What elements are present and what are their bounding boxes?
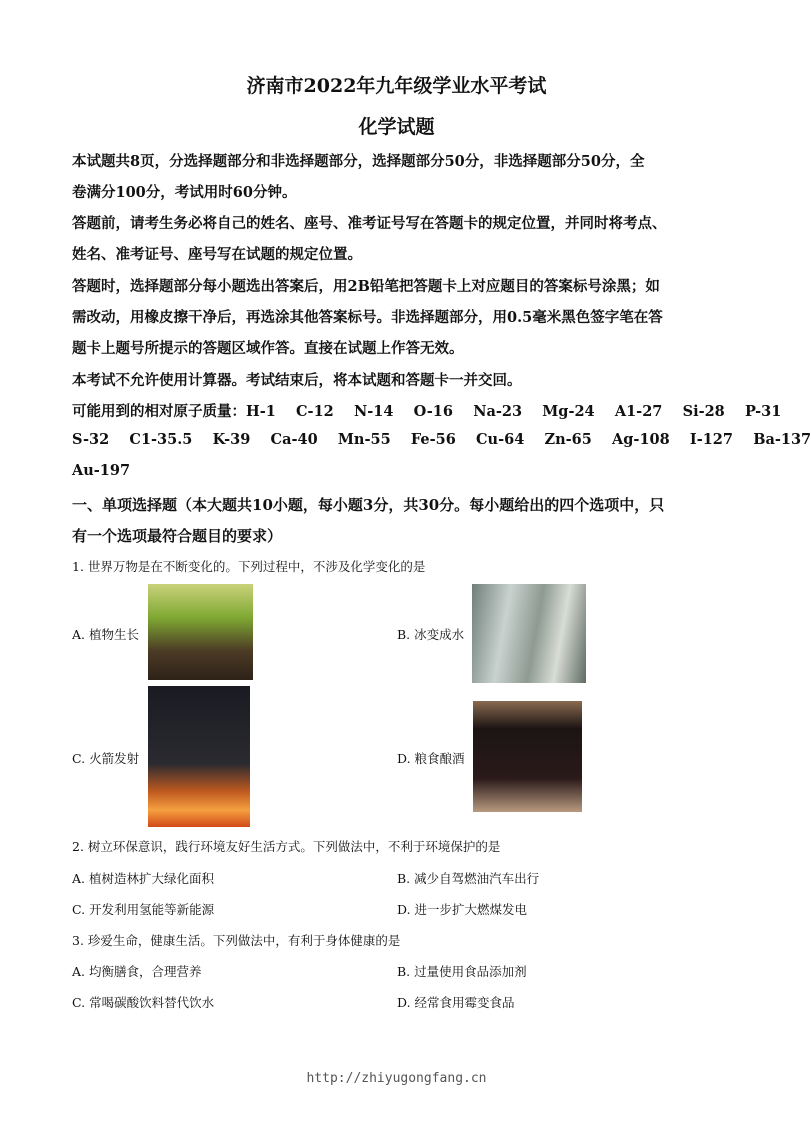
rocket-launch-image [148,686,250,827]
instruction-line: 本考试不允许使用计算器。考试结束后，将本试题和答题卡一并交回。 [72,372,522,389]
atomic-mass: I-127 [689,431,733,448]
option-d: D. 粮食酿酒 [397,751,465,766]
instruction-line: 本试题共8页，分选择题部分和非选择题部分，选择题部分50分，非选择题部分50分，全 [72,153,645,170]
question-1-stem: 1. 世界万物是在不断变化的。下列过程中，不涉及化学变化的是 [72,559,426,574]
atomic-mass: Mn-55 [337,431,391,448]
atomic-mass: Ba-137 [753,431,811,448]
ice-melting-image [472,584,586,683]
option-c: C. 常喝碳酸饮料替代饮水 [72,995,215,1010]
option-a: A. 植物生长 [72,627,139,642]
option-b: B. 过量使用食品添加剂 [397,964,527,979]
instruction-line: 卷满分100分，考试用时60分钟。 [72,184,297,201]
atomic-mass-line-1 [72,400,781,421]
atomic-mass: Zn-65 [544,431,592,448]
instruction-line: 需改动，用橡皮擦干净后，再选涂其他答案标号。非选择题部分，用0.5毫米黑色签字笔在答 [72,309,663,326]
exam-subtitle: 化学试题 [358,116,435,138]
atomic-mass: Na-23 [473,403,523,420]
wine-jars-image [473,701,582,812]
instruction-line: 题卡上题号所提示的答题区域作答。直接在试题上作答无效。 [72,340,464,357]
atomic-mass: O-16 [413,403,453,420]
section-heading: 有一个选项最符合题目的要求） [72,527,283,545]
instruction-line: 答题前，请考生务必将自己的姓名、座号、准考证号写在答题卡的规定位置，并同时将考点、 [72,215,667,232]
atomic-mass: Ag-108 [612,431,670,448]
atomic-mass: S-32 [72,431,110,448]
atomic-mass: Si-28 [682,403,725,420]
option-b: B. 减少自驾燃油汽车出行 [397,871,540,886]
atomic-mass: A1-27 [614,403,663,420]
atomic-mass: P-31 [744,403,782,420]
option-d: D. 进一步扩大燃煤发电 [397,902,528,917]
plant-growth-image [148,584,253,680]
option-a: A. 植树造林扩大绿化面积 [72,871,214,886]
section-heading: 一、单项选择题（本大题共10小题，每小题3分，共30分。每小题给出的四个选项中，只 [72,496,665,514]
atomic-mass-line-3 [72,462,130,479]
atomic-mass: Mg-24 [542,403,595,420]
atomic-mass: K-39 [212,431,251,448]
atomic-mass: Cu-64 [476,431,525,448]
question-3-stem: 3. 珍爱生命，健康生活。下列做法中，有利于身体健康的是 [72,933,401,948]
option-c: C. 开发利用氢能等新能源 [72,902,215,917]
atomic-mass: N-14 [353,403,394,420]
option-b: B. 冰变成水 [397,627,465,642]
atomic-mass: Au-197 [72,462,131,479]
atomic-mass: H-1 [246,403,276,420]
option-a: A. 均衡膳食，合理营养 [72,964,202,979]
atomic-mass: Fe-56 [410,431,456,448]
exam-title: 济南市2022年九年级学业水平考试 [246,75,547,97]
instruction-line: 答题时，选择题部分每小题选出答案后，用2B铅笔把答题卡上对应题目的答案标号涂黑；如 [72,278,660,295]
atomic-mass-line-2 [72,431,811,448]
atomic-mass: C-12 [296,403,334,420]
option-c: C. 火箭发射 [72,751,140,766]
question-2-stem: 2. 树立环保意识，践行环境友好生活方式。下列做法中，不利于环境保护的是 [72,839,501,854]
atomic-mass-label: 可能用到的相对原子质量： [72,403,246,420]
option-d: D. 经常食用霉变食品 [397,995,515,1010]
footer-url: http://zhiyugongfang.cn [306,1071,487,1086]
atomic-mass: Ca-40 [270,431,318,448]
instruction-line: 姓名、准考证号、座号写在试题的规定位置。 [72,246,362,263]
atomic-mass: C1-35.5 [129,431,193,448]
